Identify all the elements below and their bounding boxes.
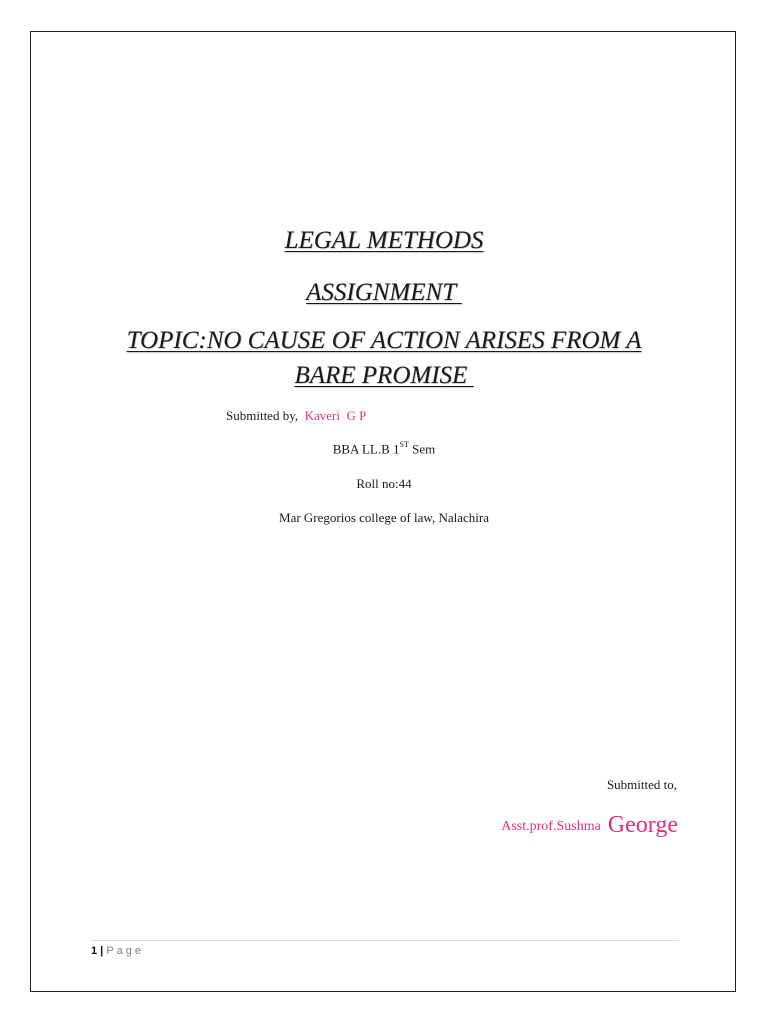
page-word: Page xyxy=(106,945,145,957)
page-footer xyxy=(91,945,144,957)
teacher-name-small: Asst.prof.Sushma xyxy=(501,819,605,834)
topic-line-2: BARE PROMISE xyxy=(294,362,474,389)
footer-divider xyxy=(91,940,678,941)
teacher-name xyxy=(501,810,678,837)
teacher-name-large: George xyxy=(607,812,678,838)
submitted-by xyxy=(226,408,366,424)
submitted-by-label: Submitted by, xyxy=(226,408,302,423)
student-name: Kaveri G P xyxy=(304,408,367,423)
title-line-legal-methods: LEGAL METHODS xyxy=(284,227,484,254)
course-line xyxy=(0,441,768,457)
course-suffix: Sem xyxy=(408,441,436,457)
roll-number: Roll no:44 xyxy=(356,476,412,491)
course-superscript: ST xyxy=(399,440,409,449)
page-number: 1 xyxy=(91,945,98,957)
course-prefix: BBA LL.B 1 xyxy=(332,441,400,457)
submitted-to-label: Submitted to, xyxy=(606,777,677,792)
topic-line-1: TOPIC:NO CAUSE OF ACTION ARISES FROM A xyxy=(126,327,642,354)
college-name: Mar Gregorios college of law, Nalachira xyxy=(279,510,489,525)
title-line-assignment: ASSIGNMENT xyxy=(306,279,462,306)
footer-separator: | xyxy=(97,945,107,957)
